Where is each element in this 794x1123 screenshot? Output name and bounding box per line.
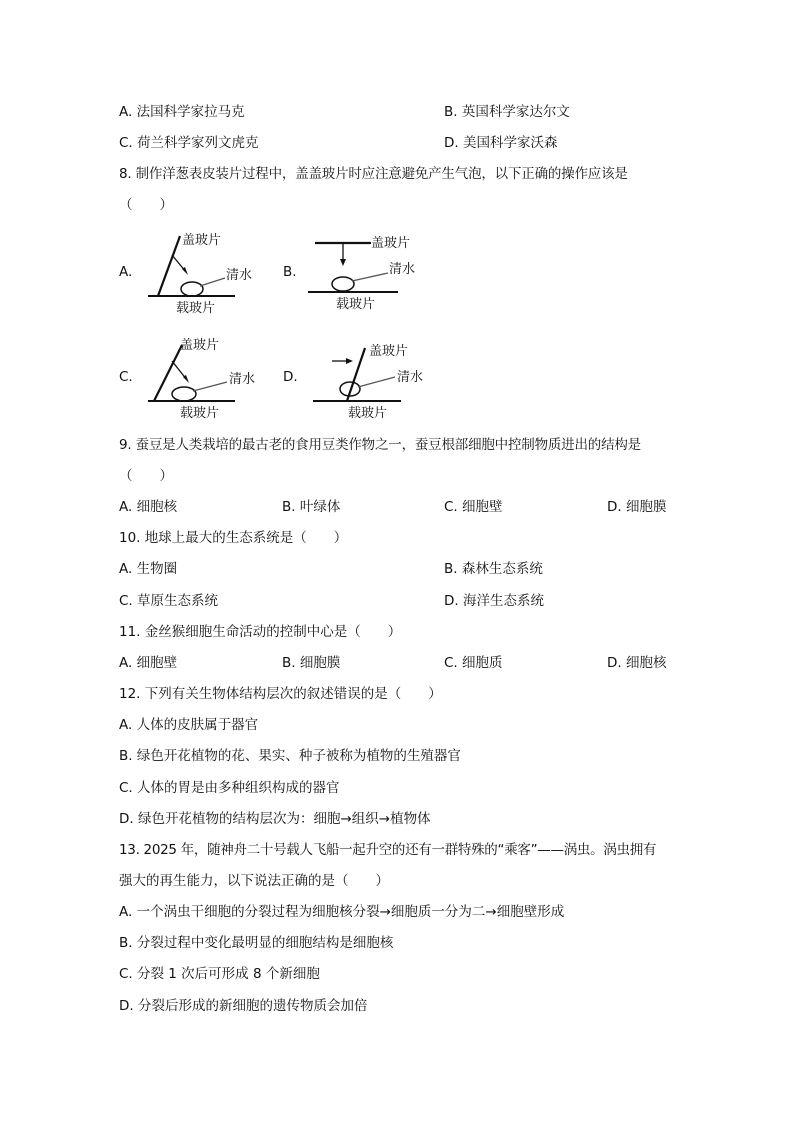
q11-stem: 11. 金丝猴细胞生命活动的控制中心是（ ） bbox=[119, 624, 402, 640]
q8-figure-a-water-label: 清水 bbox=[226, 268, 253, 283]
q8-figure-c-letter: C. bbox=[119, 369, 133, 385]
q13-option-c: C. 分裂 1 次后可形成 8 个新细胞 bbox=[119, 966, 320, 982]
q12-option-d: D. 绿色开花植物的结构层次为：细胞→组织→植物体 bbox=[119, 811, 431, 827]
q8-figure-b-letter: B. bbox=[283, 264, 297, 280]
q13-option-a: A. 一个涡虫干细胞的分裂过程为细胞核分裂→细胞质一分为二→细胞壁形成 bbox=[119, 904, 565, 920]
q7-option-b: B. 英国科学家达尔文 bbox=[444, 104, 570, 120]
q8-figure-d-slide-label: 载玻片 bbox=[348, 406, 388, 421]
q8-figure-d-cover-label: 盖玻片 bbox=[369, 344, 409, 359]
q11-option-a: A. 细胞壁 bbox=[119, 655, 178, 671]
q8-figure-c bbox=[140, 333, 270, 427]
q8-figure-d bbox=[303, 333, 433, 427]
q8-figure-b bbox=[303, 228, 433, 322]
q13-stem: 13. 2025 年，随神舟二十号载人飞船一起升空的还有一群特殊的“乘客”——涡虫。涡虫拥有 bbox=[119, 842, 657, 858]
q10-option-a: A. 生物圈 bbox=[119, 561, 178, 577]
q9-option-c: C. 细胞壁 bbox=[444, 499, 503, 515]
q12-option-b: B. 绿色开花植物的花、果实、种子被称为植物的生殖器官 bbox=[119, 748, 461, 764]
q10-option-c: C. 草原生态系统 bbox=[119, 593, 219, 609]
q13-stem-cont: 强大的再生能力，以下说法正确的是（ ） bbox=[119, 873, 389, 889]
q8-figure-a-cover-label: 盖玻片 bbox=[182, 233, 222, 248]
q8-figure-c-cover-label: 盖玻片 bbox=[180, 338, 220, 353]
q11-option-d: D. 细胞核 bbox=[607, 655, 667, 671]
q8-figure-a-letter: A. bbox=[119, 264, 133, 280]
q8-figure-c-water-label: 清水 bbox=[229, 372, 256, 387]
q12-stem: 12. 下列有关生物体结构层次的叙述错误的是（ ） bbox=[119, 686, 442, 702]
q10-stem: 10. 地球上最大的生态系统是（ ） bbox=[119, 530, 348, 546]
q9-stem-bracket: （ ） bbox=[119, 468, 173, 484]
q10-option-b: B. 森林生态系统 bbox=[444, 561, 543, 577]
q12-option-a: A. 人体的皮肤属于器官 bbox=[119, 717, 259, 733]
q8-figure-d-water-label: 清水 bbox=[397, 370, 424, 385]
q8-figure-b-slide-label: 载玻片 bbox=[336, 297, 376, 312]
q8-figure-a bbox=[140, 228, 270, 322]
q9-option-a: A. 细胞核 bbox=[119, 499, 178, 515]
q7-option-d: D. 美国科学家沃森 bbox=[444, 135, 558, 151]
q8-figure-b-cover-label: 盖玻片 bbox=[371, 236, 411, 251]
q13-option-b: B. 分裂过程中变化最明显的细胞结构是细胞核 bbox=[119, 935, 394, 951]
q12-option-c: C. 人体的胃是由多种组织构成的器官 bbox=[119, 780, 340, 796]
q13-option-d: D. 分裂后形成的新细胞的遗传物质会加倍 bbox=[119, 998, 368, 1014]
q9-option-d: D. 细胞膜 bbox=[607, 499, 667, 515]
q7-option-c: C. 荷兰科学家列文虎克 bbox=[119, 135, 259, 151]
q8-figure-c-slide-label: 载玻片 bbox=[180, 406, 220, 421]
q9-option-b: B. 叶绿体 bbox=[282, 499, 341, 515]
q7-option-a: A. 法国科学家拉马克 bbox=[119, 104, 245, 120]
q8-figure-a-slide-label: 载玻片 bbox=[176, 301, 216, 316]
q9-stem: 9. 蚕豆是人类栽培的最古老的食用豆类作物之一，蚕豆根部细胞中控制物质进出的结构是 bbox=[119, 437, 641, 453]
q10-option-d: D. 海洋生态系统 bbox=[444, 593, 544, 609]
q11-option-c: C. 细胞质 bbox=[444, 655, 503, 671]
q8-stem-bracket: （ ） bbox=[119, 197, 173, 213]
q11-option-b: B. 细胞膜 bbox=[282, 655, 341, 671]
q8-figure-d-letter: D. bbox=[283, 369, 298, 385]
q8-stem: 8. 制作洋葱表皮装片过程中，盖盖玻片时应注意避免产生气泡，以下正确的操作应该是 bbox=[119, 166, 628, 182]
q8-figure-b-water-label: 清水 bbox=[389, 262, 416, 277]
